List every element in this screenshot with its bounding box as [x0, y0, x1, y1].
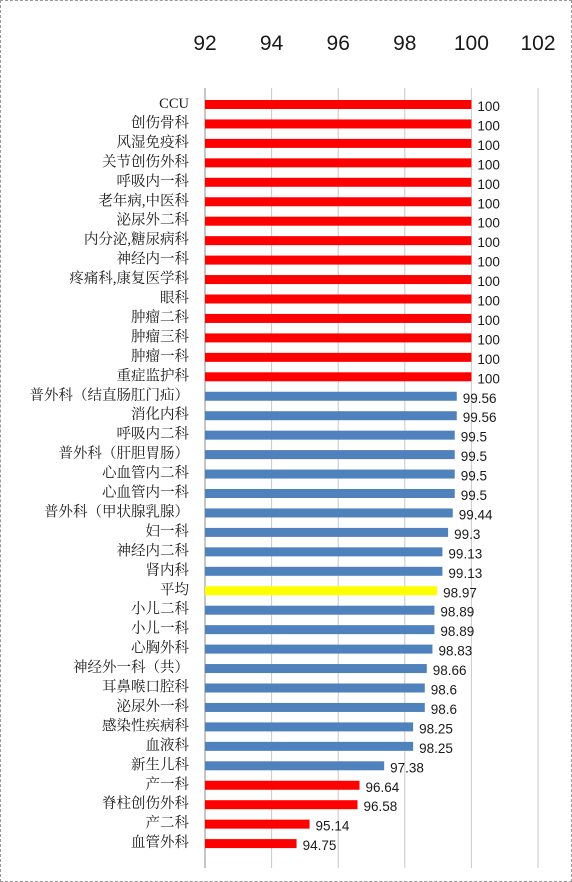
bar — [205, 684, 425, 693]
data-label: 96.64 — [365, 779, 400, 795]
data-label: 100 — [477, 235, 500, 251]
data-label: 98.89 — [440, 624, 475, 640]
bar — [205, 664, 427, 673]
bar — [205, 528, 448, 537]
bar — [205, 839, 297, 848]
bar — [205, 119, 471, 128]
data-label: 99.5 — [460, 468, 488, 484]
bar — [205, 392, 457, 401]
category-label: 神经内二科 — [116, 543, 189, 560]
category-label: 肾内科 — [145, 562, 189, 579]
bar — [205, 722, 413, 731]
x-axis-ticks — [193, 32, 555, 55]
category-label: 消化内科 — [131, 407, 189, 424]
bar — [205, 547, 442, 556]
data-label: 98.6 — [430, 682, 458, 698]
data-label: 99.13 — [448, 546, 483, 562]
data-label: 99.5 — [460, 488, 488, 503]
data-label: 99.5 — [460, 429, 488, 445]
data-label: 100 — [477, 351, 500, 367]
bar — [205, 217, 471, 226]
data-label: 99.44 — [458, 507, 493, 523]
category-label: 心胸外科 — [131, 640, 189, 657]
category-label: 老年病,中医科 — [98, 193, 189, 210]
bar — [205, 411, 457, 420]
category-label: 脊柱创伤外科 — [102, 796, 189, 813]
data-label: 100 — [477, 137, 500, 153]
category-label: 产二科 — [145, 815, 189, 832]
category-label: 普外科（肝胆胃肠） — [58, 446, 189, 463]
bar — [205, 508, 453, 517]
bar — [205, 275, 471, 284]
category-label: 小儿一科 — [131, 621, 189, 638]
data-label: 100 — [477, 274, 500, 290]
category-label: 眼科 — [160, 290, 189, 307]
category-label: 神经内一科 — [116, 251, 189, 268]
data-label: 98.66 — [432, 663, 467, 679]
data-label: 100 — [477, 118, 500, 134]
bar — [205, 761, 384, 770]
bar — [205, 586, 437, 595]
category-label: 普外科（甲状腺乳腺） — [44, 504, 189, 521]
category-label: 肿瘤二科 — [131, 309, 189, 326]
data-label: 98.83 — [438, 643, 473, 659]
bar — [205, 431, 455, 440]
x-tick-label: 98 — [393, 32, 417, 55]
category-label: 心血管内一科 — [102, 485, 189, 501]
data-label: 100 — [477, 371, 500, 387]
category-label: 泌尿外二科 — [116, 212, 189, 229]
x-tick-label: 94 — [259, 32, 284, 55]
bar — [205, 197, 471, 206]
bar — [205, 372, 471, 381]
data-label: 99.13 — [448, 565, 483, 581]
bar — [205, 820, 310, 829]
bar — [205, 450, 455, 459]
data-label: 98.25 — [419, 740, 453, 756]
data-label: 98.97 — [443, 585, 477, 601]
bar — [205, 158, 471, 167]
bar — [205, 139, 471, 148]
data-label: 98.25 — [419, 721, 453, 737]
data-label: 99.56 — [462, 390, 497, 406]
data-label: 94.75 — [302, 838, 337, 854]
bar — [205, 236, 471, 245]
category-labels — [30, 96, 190, 851]
data-label: 100 — [477, 99, 500, 114]
bar — [205, 781, 360, 790]
category-label: 肿瘤三科 — [131, 329, 189, 346]
bar — [205, 625, 434, 634]
data-label: 98.89 — [440, 604, 475, 620]
bar — [205, 295, 471, 304]
category-label: 心血管内二科 — [102, 465, 189, 482]
bar — [205, 314, 471, 323]
category-label: 产一科 — [145, 776, 189, 793]
category-label: 平均 — [160, 582, 189, 599]
category-label: 内分泌,糖尿病科 — [83, 232, 189, 249]
data-label: 100 — [477, 176, 500, 192]
bar — [205, 703, 425, 712]
data-label: 95.14 — [315, 818, 350, 834]
x-tick-label: 100 — [453, 32, 489, 55]
bar — [205, 100, 471, 109]
bar — [205, 256, 471, 265]
category-label: CCU — [159, 96, 189, 112]
category-label: 感染性疾病科 — [102, 718, 189, 735]
category-label: 泌尿外一科 — [116, 698, 189, 715]
category-label: 小儿二科 — [131, 601, 189, 618]
category-label: 血管外科 — [131, 835, 189, 852]
data-label: 100 — [477, 293, 500, 309]
category-label: 呼吸内二科 — [116, 426, 189, 443]
x-tick-label: 102 — [520, 32, 556, 55]
category-label: 关节创伤外科 — [102, 154, 189, 171]
data-label: 99.56 — [462, 410, 497, 426]
bar — [205, 742, 413, 751]
category-label: 新生儿科 — [131, 757, 189, 774]
bar — [205, 178, 471, 187]
bar — [205, 353, 471, 362]
category-label: 疼痛科,康复医学科 — [69, 271, 189, 288]
category-label: 普外科（结直肠肛门疝） — [29, 387, 189, 404]
data-label: 100 — [477, 254, 500, 270]
data-label: 96.58 — [363, 799, 398, 815]
x-tick-label: 92 — [193, 32, 217, 55]
bar — [205, 800, 358, 809]
category-label: 神经外一科（共） — [73, 660, 189, 677]
category-label: 肿瘤一科 — [131, 348, 189, 365]
data-label: 100 — [477, 196, 500, 212]
bar — [205, 645, 432, 654]
category-label: 耳鼻喉口腔科 — [102, 679, 189, 696]
data-label: 99.5 — [460, 449, 488, 465]
category-label: 妇一科 — [145, 523, 189, 540]
data-label: 100 — [477, 312, 500, 328]
bar — [205, 567, 442, 576]
x-tick-label: 96 — [326, 32, 350, 55]
data-label: 100 — [477, 332, 500, 348]
category-label: 创伤骨科 — [131, 115, 189, 132]
category-label: 重症监护科 — [116, 368, 189, 385]
bar — [205, 489, 455, 498]
category-label: 血液科 — [145, 737, 189, 754]
category-label: 呼吸内一科 — [116, 173, 189, 190]
bar — [205, 606, 434, 615]
data-label: 97.38 — [390, 760, 424, 776]
data-label: 99.3 — [454, 526, 481, 542]
data-label: 100 — [477, 215, 500, 231]
data-label: 100 — [477, 157, 500, 173]
category-label: 风湿免疫科 — [116, 134, 189, 151]
bar — [205, 470, 455, 479]
data-label: 98.6 — [430, 701, 458, 717]
bar — [205, 333, 471, 342]
